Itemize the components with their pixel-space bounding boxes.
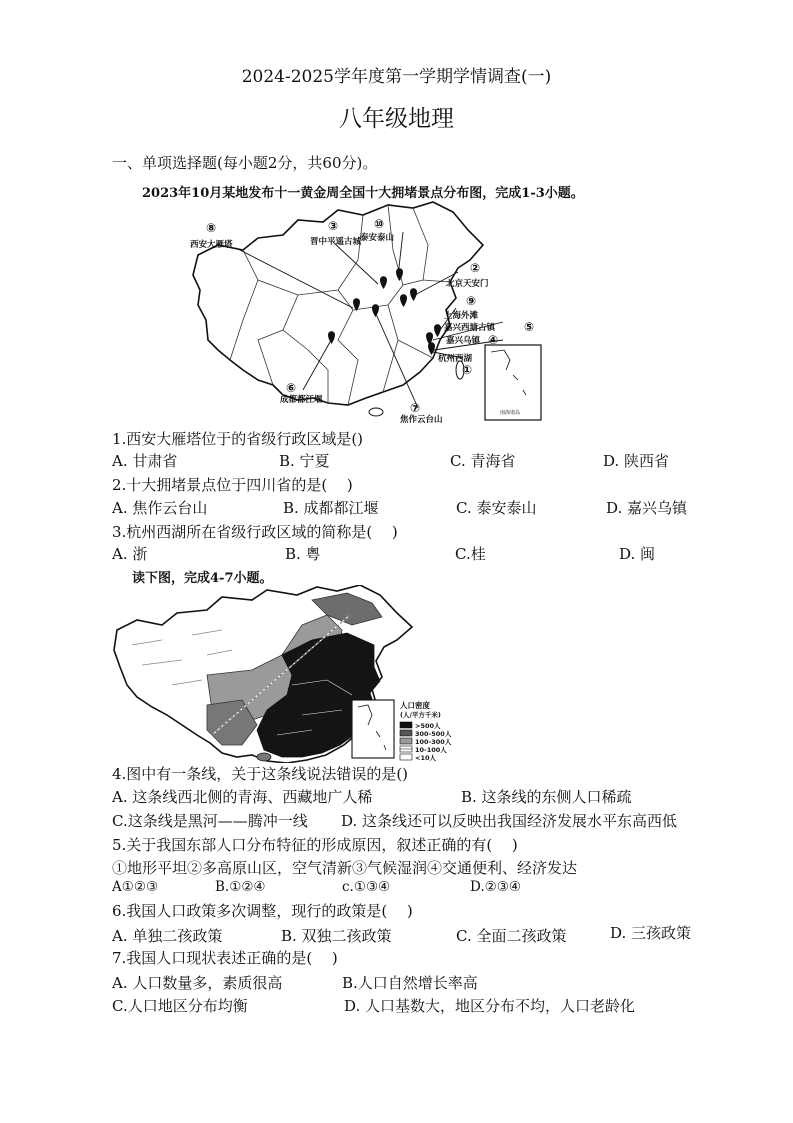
map1-label-num-3: ③ bbox=[328, 219, 339, 233]
map1-intro: 2023年10月某地发布十一黄金周全国十大拥堵景点分布图，完成1-3小题。 bbox=[142, 186, 584, 201]
legend-item-3: 100-300人 bbox=[415, 738, 452, 746]
legend-unit: (人/平方千米) bbox=[400, 711, 441, 719]
scenic-spot-map bbox=[188, 200, 548, 425]
population-density-map bbox=[112, 585, 472, 763]
map1-label-9: 上海外滩 bbox=[444, 311, 479, 321]
question-7-stem: 7.我国人口现状表述正确的是( ) bbox=[112, 949, 338, 967]
question-4-stem: 4.图中有一条线，关于这条线说法错误的是() bbox=[112, 765, 409, 783]
question-4-option-c[interactable]: C.这条线是黑河——腾冲一线 bbox=[112, 812, 308, 830]
map1-label-5: 嘉兴西塘古镇 bbox=[444, 323, 496, 333]
question-5-option-b[interactable]: B.①②④ bbox=[215, 879, 266, 895]
question-3-stem: 3.杭州西湖所在省级行政区域的简称是( ) bbox=[112, 523, 398, 541]
question-2-stem: 2.十大拥堵景点位于四川省的是( ) bbox=[112, 476, 353, 494]
question-1-option-a[interactable]: A. 甘肃省 bbox=[112, 452, 178, 470]
map1-label-num-8: ⑧ bbox=[206, 221, 217, 235]
legend-item-4: 10-100人 bbox=[415, 746, 447, 754]
map1-label-10: 泰安泰山 bbox=[360, 233, 395, 243]
map1-label-3: 晋中平遥古城 bbox=[310, 237, 362, 247]
question-1-option-b[interactable]: B. 宁夏 bbox=[279, 452, 330, 470]
question-7-option-d[interactable]: D. 人口基数大，地区分布不均，人口老龄化 bbox=[344, 997, 636, 1015]
question-7-option-a[interactable]: A. 人口数量多，素质很高 bbox=[112, 974, 283, 992]
question-4-option-a[interactable]: A. 这条线西北侧的青海、西藏地广人稀 bbox=[112, 788, 373, 806]
question-6-option-d[interactable]: D. 三孩政策 bbox=[610, 924, 692, 942]
exam-title: 2024-2025学年度第一学期学情调查(一) bbox=[241, 67, 552, 87]
question-5-stem: 5.关于我国东部人口分布特征的形成原因，叙述正确的有( ) bbox=[112, 836, 518, 854]
question-6-option-b[interactable]: B. 双独二孩政策 bbox=[281, 927, 392, 945]
question-4-option-d[interactable]: D. 这条线还可以反映出我国经济发展水平东高西低 bbox=[341, 812, 678, 830]
question-6-option-c[interactable]: C. 全面二孩政策 bbox=[456, 927, 567, 945]
map1-label-num-1: ① bbox=[462, 363, 473, 377]
map1-label-2: 北京天安门 bbox=[446, 279, 489, 289]
legend-item-5: <10人 bbox=[415, 754, 436, 762]
question-5-option-d[interactable]: D.②③④ bbox=[470, 879, 521, 895]
question-3-option-a[interactable]: A. 浙 bbox=[112, 545, 148, 563]
question-2-option-b[interactable]: B. 成都都江堰 bbox=[283, 499, 379, 517]
question-1-option-d[interactable]: D. 陕西省 bbox=[603, 452, 670, 470]
question-6-option-a[interactable]: A. 单独二孩政策 bbox=[112, 927, 223, 945]
question-5-option-c[interactable]: c.①③④ bbox=[342, 879, 391, 895]
question-5-option-a[interactable]: A①②③ bbox=[112, 879, 159, 895]
question-1-stem: 1.西安大雁塔位于的省级行政区域是() bbox=[112, 430, 364, 448]
legend-title: 人口密度 bbox=[400, 701, 430, 710]
question-5-statements: ①地形平坦②多高原山区，空气清新③气候湿润④交通便利、经济发达 bbox=[112, 859, 578, 877]
map1-label-num-10: ⑩ bbox=[374, 217, 385, 231]
map1-label-num-5: ⑤ bbox=[524, 320, 535, 334]
question-7-option-c[interactable]: C.人口地区分布均衡 bbox=[112, 997, 248, 1015]
map1-label-6: 成都都江堰 bbox=[280, 395, 323, 405]
map1-label-num-7: ⑦ bbox=[410, 401, 421, 415]
map1-label-8: 西安大雁塔 bbox=[190, 240, 233, 250]
question-6-stem: 6.我国人口政策多次调整，现行的政策是( ) bbox=[112, 902, 413, 920]
question-1-option-c[interactable]: C. 青海省 bbox=[450, 452, 516, 470]
question-3-option-c[interactable]: C.桂 bbox=[455, 545, 486, 563]
map1-label-1: 杭州西湖 bbox=[438, 354, 473, 364]
section-heading: 一、单项选择题(每小题2分，共60分)。 bbox=[112, 154, 378, 172]
legend-item-2: 300-500人 bbox=[415, 730, 452, 738]
map1-label-num-6: ⑥ bbox=[286, 381, 297, 395]
svg-text:南海诸岛: 南海诸岛 bbox=[499, 410, 521, 416]
map1-label-num-2: ② bbox=[470, 261, 481, 275]
map2-intro: 读下图，完成4-7小题。 bbox=[132, 571, 273, 586]
map1-label-num-4: ④ bbox=[488, 333, 499, 347]
map1-label-num-9: ⑨ bbox=[466, 294, 477, 308]
map1-label-7: 焦作云台山 bbox=[400, 415, 443, 425]
exam-subject: 八年级地理 bbox=[339, 106, 454, 132]
question-2-option-a[interactable]: A. 焦作云台山 bbox=[112, 499, 208, 517]
map1-label-4: 嘉兴乌镇 bbox=[446, 336, 481, 346]
legend-item-1: >500人 bbox=[415, 722, 441, 730]
question-2-option-c[interactable]: C. 泰安泰山 bbox=[456, 499, 537, 517]
question-3-option-d[interactable]: D. 闽 bbox=[619, 545, 656, 563]
question-2-option-d[interactable]: D. 嘉兴乌镇 bbox=[606, 499, 688, 517]
question-3-option-b[interactable]: B. 粤 bbox=[285, 545, 321, 563]
question-7-option-b[interactable]: B.人口自然增长率高 bbox=[342, 974, 478, 992]
question-4-option-b[interactable]: B. 这条线的东侧人口稀疏 bbox=[461, 788, 632, 806]
